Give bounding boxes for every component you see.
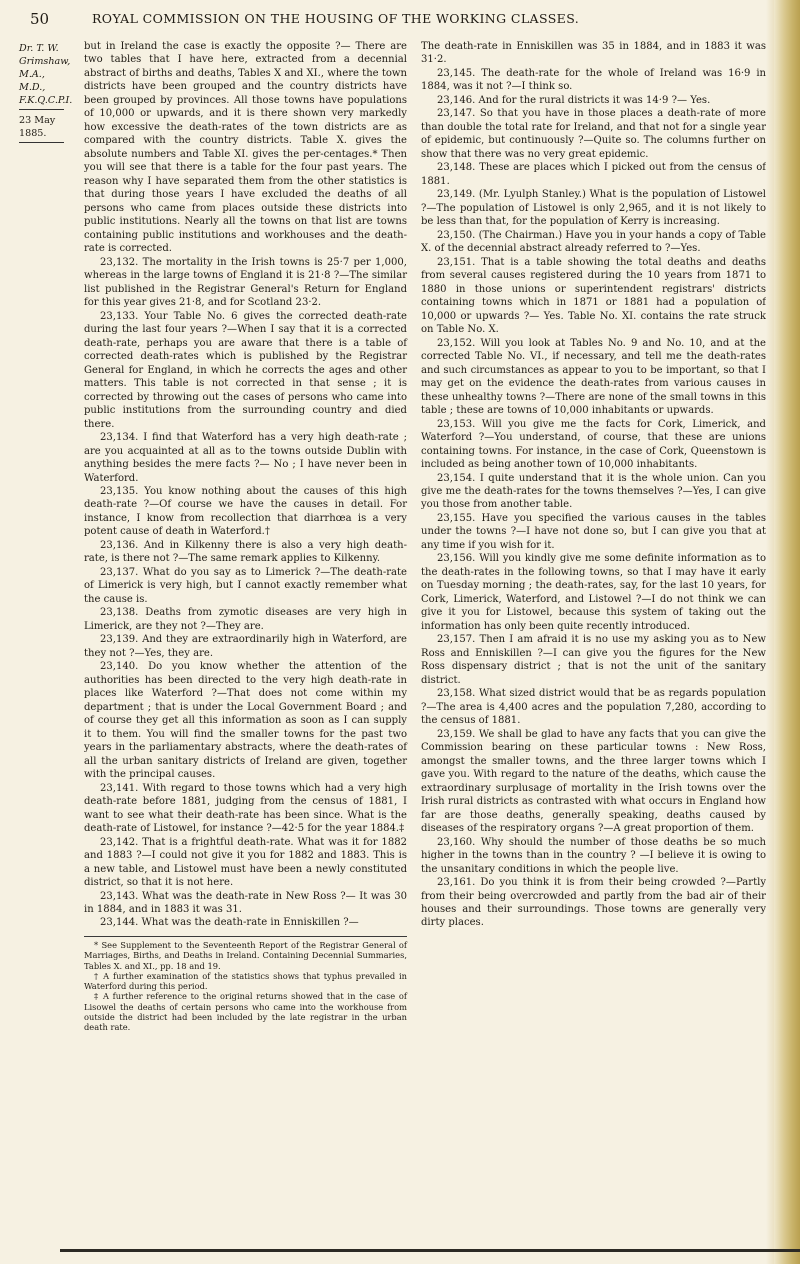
witness-degrees-2: F.K.Q.C.P.I. [19, 95, 73, 106]
paragraph: 23,142. That is a frightful death-rate. What was it for 1882 and 1883 ?—I could not give it you for 1882 and 1883. This is a new table, and Listowel must have been a newly constituted district, so that it is not here. [84, 836, 407, 889]
paragraph: 23,157. Then I am afraid it is no use my asking you as to New Ross and Enniskillen ?—I can give you the figures for the New Ross dispensary district ; that is not the unit of the sanitary district. [421, 634, 766, 686]
paragraph: 23,136. And in Kilkenny there is also a very high death-rate, is there not ?—The same remark applies to Kilkenny. [84, 539, 407, 565]
book-binding-edge [774, 0, 800, 1264]
paragraph: 23,146. And for the rural districts it was 14·9 ?— Yes. [437, 94, 711, 106]
paragraph: 23,158. What sized district would that be as regards population ?—The area is 4,400 acres and the population 7,280, according to the census of 1881. [421, 688, 766, 727]
testimony-date: 23 May 1885. [19, 115, 56, 139]
page-edge-shadow [766, 0, 774, 1264]
footnote: * See Supplement to the Seventeenth Report of the Registrar General of Marriages, Births, and Deaths in Ireland. Containing Decennial Summaries, Tables X. and XI., pp. 18 and 19. [84, 939, 407, 971]
paragraph: 23,135. You know nothing about the causes of this high death-rate ?—Of course we have the causes in detail. For instance, I know from recollection that diarrhœa is a very potent cause of death in Waterford.† [84, 485, 407, 538]
margin-note [19, 42, 73, 143]
left-column [84, 40, 407, 1033]
page-header [0, 8, 800, 30]
right-column [421, 40, 766, 930]
paragraph: 23,140. Do you know whether the attention of the authorities has been directed to the very high death-rate in places like Waterford ?—That does not come within my department ; that is under the Local Government Board ; and of course they get all this information as soon as I can supply it to them. You will find the smaller towns for the past two years in the parliamentary abstracts, where the death-rates of all the urban sanitary districts of Ireland are given, together with the principal causes. [84, 661, 407, 781]
paragraph: 23,132. The mortality in the Irish towns is 25·7 per 1,000, whereas in the large towns of England it is 21·8 ?—The similar list published in the Registrar General's Return for England for this year gives 21·8, and for Scotland 23·2. [84, 256, 407, 309]
paragraph: 23,133. Your Table No. 6 gives the corrected death-rate during the last four years ?—When I say that it is a corrected death-rate, perhaps you are aware that there is a table of corrected death-rates which is published by the Registrar General for England, in which he corrects the ages and other matters. This table is not corrected in that sense ; it is corrected by throwing out the cases of persons who came into public institutions from the surrounding country and died there. [84, 310, 407, 430]
paragraph: 23,151. That is a table showing the total deaths and deaths from several causes registered during the 10 years from 1871 to 1880 in those unions or superintendent registrars' districts containing towns which in 1871 or 1881 had a population of 10,000 or upwards ?— Yes. Table No. XI. contains the rate struck on Table No. X. [421, 256, 766, 336]
paragraph: 23,147. So that you have in those places a death-rate of more than double the total rate for Ireland, and that not for a single year of epidemic, but continuously ?—Quite so. The columns further on show that there was no very great epidemic. [421, 108, 766, 160]
paragraph: 23,153. Will you give me the facts for Cork, Limerick, and Waterford ?—You understand, of course, that these are unions containing towns. For instance, in the case of Cork, Queenstown is included as being another town of 10,000 inhabitants. [421, 418, 766, 471]
footnote: † A further examination of the statistics shows that typhus prevailed in Waterford during this period. [84, 970, 407, 992]
paragraph: 23,154. I quite understand that it is the whole union. Can you give me the death-rates for the towns themselves ?—Yes, I can give you those from another table. [421, 472, 766, 511]
footnote-rule [84, 936, 407, 937]
paragraph: 23,143. What was the death-rate in New Ross ?— It was 30 in 1884, and in 1883 it was 31. [84, 890, 407, 915]
paragraph: 23,138. Deaths from zymotic diseases are very high in Limerick, are they not ?—They are. [84, 607, 407, 632]
paragraph: 23,137. What do you say as to Limerick ?—The death-rate of Limerick is very high, but I cannot exactly remember what the cause is. [84, 566, 407, 605]
paragraph: 23,152. Will you look at Tables No. 9 and No. 10, and at the corrected Table No. VI., if necessary, and tell me the death-rates and such circumstances as appear to you to be important, so that I may get on the evidence the death-rates from various causes in these unhealthy towns ?—There are none of the small towns in this table ; these are towns of 10,000 inhabitants or upwards. [421, 337, 766, 417]
paragraph: 23,161. Do you think it is from their being crowded ?—Partly from their being overcrowded and partly from the bad air of their houses and their surroundings. Those towns are generally very dirty places. [421, 877, 766, 929]
paragraph: 23,141. With regard to those towns which had a very high death-rate before 1881, judging from the census of 1881, I want to see what their death-rate has been since. What is the death-rate of Listowel, for instance ?—42·5 for the year 1884.‡ [84, 782, 407, 835]
paragraph: 23,148. These are places which I picked out from the census of 1881. [421, 162, 766, 187]
paragraph: The death-rate in Enniskillen was 35 in 1884, and in 1883 it was 31·2. [421, 41, 766, 66]
paragraph: 23,145. The death-rate for the whole of Ireland was 16·9 in 1884, was it not ?—I think so. [421, 67, 766, 93]
paragraph: 23,134. I find that Waterford has a very high death-rate ; are you acquainted at all as to the towns outside Dublin with anything besides the mere facts ?— No ; I have never been in Waterford. [84, 432, 407, 484]
paragraph: 23,155. Have you specified the various causes in the tables under the towns ?—I have not done so, but I can give you that at any time if you wish for it. [421, 512, 766, 551]
witness-degrees-1: M.A., M.D., [19, 69, 46, 93]
paragraph: 23,160. Why should the number of those deaths be so much higher in the towns than in the country ? —I believe it is owing to the unsanitary conditions in which the people live. [421, 836, 766, 875]
scan-bottom-line [60, 1249, 800, 1252]
margin-rule-2 [19, 142, 64, 143]
footnote: ‡ A further reference to the original returns showed that in the case of Lisowel the deaths of certain persons who came into the workhouse from outside the district had been included by the late registrar in the urban death rate. [84, 991, 407, 1033]
paragraph: but in Ireland the case is exactly the opposite ?— There are two tables that I have here, extracted from a decennial abstract of births and deaths, Tables X and XI., where the town districts have been grouped and the country districts have been grouped by provinces. All those towns have populations of 10,000 or upwards, and it is there shown very markedly how excessive the death-rates of the town districts are as compared with the country districts. Table X. gives the absolute numbers and Table XI. gives the per-centages.* Then you will see that there is a table for the four past years. The reason why I have separated them from the other statistics is that during those years I have excluded the deaths of all persons who came from places outside these districts into public institutions. Nearly all the towns on that list are towns containing public institutions and workhouses and the death-rate is corrected. [84, 41, 407, 255]
footnotes [84, 940, 407, 1033]
paragraph: 23,139. And they are extraordinarily high in Waterford, are they not ?—Yes, they are. [84, 634, 407, 659]
paragraph: 23,144. What was the death-rate in Enniskillen ?— [100, 917, 359, 929]
witness-name: Dr. T. W. Grimshaw, [19, 43, 71, 67]
margin-rule [19, 109, 64, 110]
paragraph: 23,150. (The Chairman.) Have you in your hands a copy of Table X. of the decennial abstract already referred to ?—Yes. [421, 229, 766, 255]
paragraph: 23,149. (Mr. Lyulph Stanley.) What is the population of Listowel ?—The population of Listowel is only 2,965, and it is not likely to be less than that, for the population of Kerry is increasing. [421, 189, 766, 228]
paragraph: 23,159. We shall be glad to have any facts that you can give the Commission bearing on these particular towns : New Ross, amongst the smaller towns, and the three larger towns which I gave you. With regard to the nature of the deaths, which cause the extraordinary surplusage of mortality in the Irish towns over the Irish rural districts as contrasted with what occurs in England how far are those deaths, generally speaking, deaths caused by diseases of the respiratory organs ?—A great proportion of them. [421, 728, 766, 835]
paragraph: 23,156. Will you kindly give me some definite information as to the death-rates in the following towns, so that I may have it early on Tuesday morning ; the death-rates, say, for the last 10 years, for Cork, Limerick, Waterford, and Listowel ?—I do not think we can give it you for Listowel, because this system of taking out the information has only been quite recently introduced. [421, 553, 766, 632]
running-title: ROYAL COMMISSION ON THE HOUSING OF THE WORKING CLASSES. [92, 11, 580, 26]
page-number: 50 [30, 10, 50, 28]
